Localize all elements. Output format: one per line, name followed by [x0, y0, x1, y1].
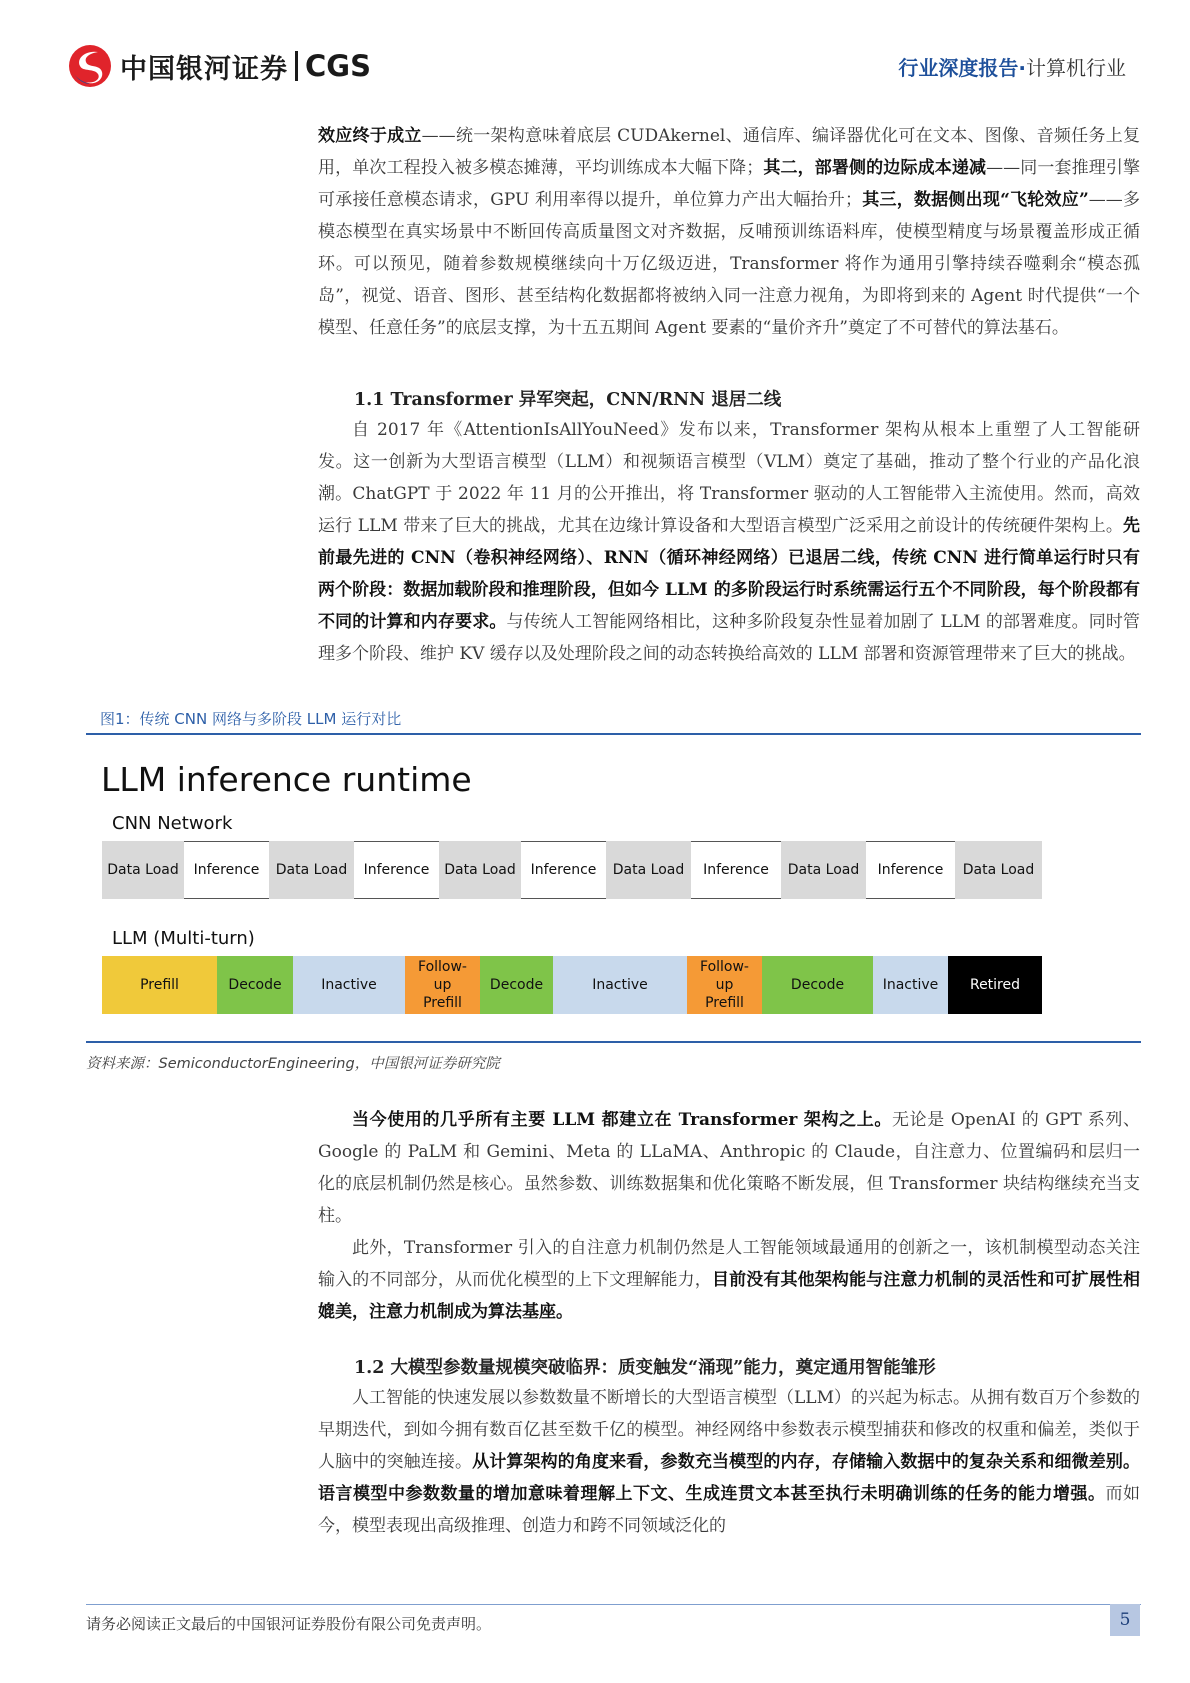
- page-number: 5: [1110, 1604, 1140, 1636]
- cgs-logo-icon: [68, 44, 112, 88]
- llm-segments: [102, 956, 1110, 1014]
- report-type: 行业深度报告: [898, 56, 1019, 80]
- llm-row-label: LLM (Multi-turn): [112, 928, 255, 949]
- llm-segment-follow-up-prefill: Follow-up Prefill: [405, 956, 480, 1014]
- af-text-2: 此外，Transformer 引入的自注意力机制仍然是人工智能领域最通用的创新之一，该机制模型动态关注输入的不同部分，从而优化模型的上下文理解能力，: [318, 1238, 1140, 1290]
- logo-divider: [295, 51, 298, 81]
- cnn-segment-inference: Inference: [691, 841, 781, 899]
- cnn-segment-data-load: Data Load: [269, 841, 354, 899]
- af-bold-1: 当今使用的几乎所有主要 LLM 都建立在 Transformer 架构之上。: [352, 1110, 892, 1130]
- s11-bold-1: 先前最先进的 CNN（卷积神经网络）、RNN（循环神经网络）已退居二线，传统 CNN 进行简单运行时只有两个阶段：数据加载阶段和推理阶段，但如今 LLM 的多阶段运行时系统需运行五个不同阶段，每个阶段都有不同的计算和内存要求。: [318, 516, 1140, 632]
- llm-segment-prefill: Prefill: [102, 956, 217, 1014]
- figure-top-rule: [86, 733, 1141, 735]
- llm-segment-inactive: Inactive: [293, 956, 405, 1014]
- s11-text-2: 与传统人工智能网络相比，这种多阶段复杂性显着加剧了 LLM 的部署难度。同时管理多个阶段、维护 KV 缓存以及处理阶段之间的动态转换给高效的 LLM 部署和资源管理带来了巨大的挑战。: [318, 612, 1140, 664]
- logo-chinese-name: 中国银河证券: [120, 53, 288, 85]
- transformer-paragraph: [318, 1104, 1140, 1232]
- figure-caption: 图1：传统 CNN 网络与多阶段 LLM 运行对比: [100, 710, 402, 728]
- intro-text-1: ——统一架构意味着底层 CUDAkernel、通信库、编译器优化可在文本、图像、音频任务上复用，单次工程投入被多模态摊薄，平均训练成本大幅下降；: [318, 126, 1141, 178]
- cnn-segment-data-load: Data Load: [781, 841, 866, 899]
- s12-text-2: 而如今，模型表现出高级推理、创造力和跨不同领域泛化的: [318, 1484, 1140, 1536]
- attention-paragraph: [318, 1232, 1140, 1328]
- cnn-segment-inference: Inference: [521, 841, 606, 899]
- llm-segment-follow-up-prefill: Follow-up Prefill: [687, 956, 762, 1014]
- footer-disclaimer: 请务必阅读正文最后的中国银河证券股份有限公司免责声明。: [86, 1615, 492, 1633]
- industry-label: 计算机行业: [1026, 56, 1126, 80]
- header-dot: ·: [1018, 56, 1026, 80]
- s12-text-1: 人工智能的快速发展以参数数量不断增长的大型语言模型（LLM）的兴起为标志。从拥有数百万个参数的早期迭代，到如今拥有数百亿甚至数千亿的模型。神经网络中参数表示模型捕获和修改的权重和偏差，类似于人脑中的突触连接。: [318, 1388, 1140, 1472]
- figure-title: LLM inference runtime: [101, 760, 472, 799]
- cnn-segment-data-load: Data Load: [102, 841, 184, 899]
- s11-text-1: 自 2017 年《AttentionIsAllYouNeed》发布以来，Transformer 架构从根本上重塑了人工智能研发。这一创新为大型语言模型（LLM）和视频语言模型（VLM）奠定了基础，推动了整个行业的产品化浪潮。ChatGPT 于 2022 年 11 月的公开推出，将 Transformer 驱动的人工智能带入主流使用。然而，高效运行 LLM 带来了巨大的挑战，尤其在边缘计算设备和大型语言模型广泛采用之前设计的传统硬件架构上。: [318, 420, 1140, 536]
- s12-bold-1: 从计算架构的角度来看，参数充当模型的内存，存储输入数据中的复杂关系和细微差别。语言模型中参数数量的增加意味着理解上下文、生成连贯文本甚至执行未明确训练的任务的能力增强。: [318, 1452, 1141, 1504]
- figure-bottom-rule: [86, 1041, 1141, 1043]
- cnn-segment-data-load: Data Load: [606, 841, 691, 899]
- intro-text-2: ——同一套推理引擎可承接任意模态请求，GPU 利用率得以提升，单位算力产出大幅抬升；: [318, 158, 1141, 210]
- section-1-1-title: 1.1 Transformer 异军突起，CNN/RNN 退居二线: [354, 390, 782, 410]
- cnn-segment-inference: Inference: [866, 841, 955, 899]
- section-1-2-paragraph: [318, 1382, 1140, 1542]
- intro-bold-1: 效应终于成立: [318, 126, 422, 146]
- cnn-segment-data-load: Data Load: [955, 841, 1042, 899]
- section-1-1-paragraph: [318, 414, 1140, 670]
- figure-source: 资料来源：SemiconductorEngineering，中国银河证券研究院: [86, 1056, 500, 1072]
- footer-rule: [86, 1604, 1141, 1605]
- llm-segment-decode: Decode: [480, 956, 553, 1014]
- cnn-segment-data-load: Data Load: [439, 841, 521, 899]
- logo-english-name: CGS: [305, 49, 371, 83]
- company-logo: [68, 44, 371, 88]
- llm-segment-inactive: Inactive: [553, 956, 687, 1014]
- af-text-1: 无论是 OpenAI 的 GPT 系列、Google 的 PaLM 和 Gemini、Meta 的 LLaMA、Anthropic 的 Claude，自注意力、位置编码和层归一化的底层机制仍然是核心。虽然参数、训练数据集和优化策略不断发展，但 Transformer 块结构继续充当支柱。: [318, 1110, 1140, 1226]
- intro-paragraph: [318, 120, 1140, 344]
- llm-segment-decode: Decode: [217, 956, 293, 1014]
- intro-text-3: ——多模态模型在真实场景中不断回传高质量图文对齐数据，反哺预训练语料库，使模型精度与场景覆盖形成正循环。可以预见，随着参数规模继续向十万亿级迈进，Transformer 将作为通用引擎持续吞噬剩余“模态孤岛”，视觉、语音、图形、甚至结构化数据都将被纳入同一注意力视角，为即将到来的 Agent 时代提供“一个模型、任意任务”的底层支撑，为十五五期间 Agent 要素的“量价齐升”奠定了不可替代的算法基石。: [318, 190, 1140, 338]
- llm-segment-retired: Retired: [948, 956, 1042, 1014]
- section-1-2-title: 1.2 大模型参数量规模突破临界：质变触发“涌现”能力，奠定通用智能雏形: [354, 1358, 936, 1378]
- af-bold-2: 目前没有其他架构能与注意力机制的灵活性和可扩展性相媲美，注意力机制成为算法基座。: [318, 1270, 1141, 1322]
- cnn-row-label: CNN Network: [112, 813, 233, 834]
- intro-bold-3: 其三，数据侧出现“飞轮效应”: [862, 190, 1089, 210]
- intro-bold-2: 其二，部署侧的边际成本递减: [763, 158, 987, 178]
- cnn-segment-inference: Inference: [354, 841, 439, 899]
- llm-segment-decode: Decode: [762, 956, 873, 1014]
- cnn-segments: [102, 841, 1110, 899]
- llm-segment-inactive: Inactive: [873, 956, 948, 1014]
- cnn-segment-inference: Inference: [184, 841, 269, 899]
- report-header: [898, 52, 1126, 81]
